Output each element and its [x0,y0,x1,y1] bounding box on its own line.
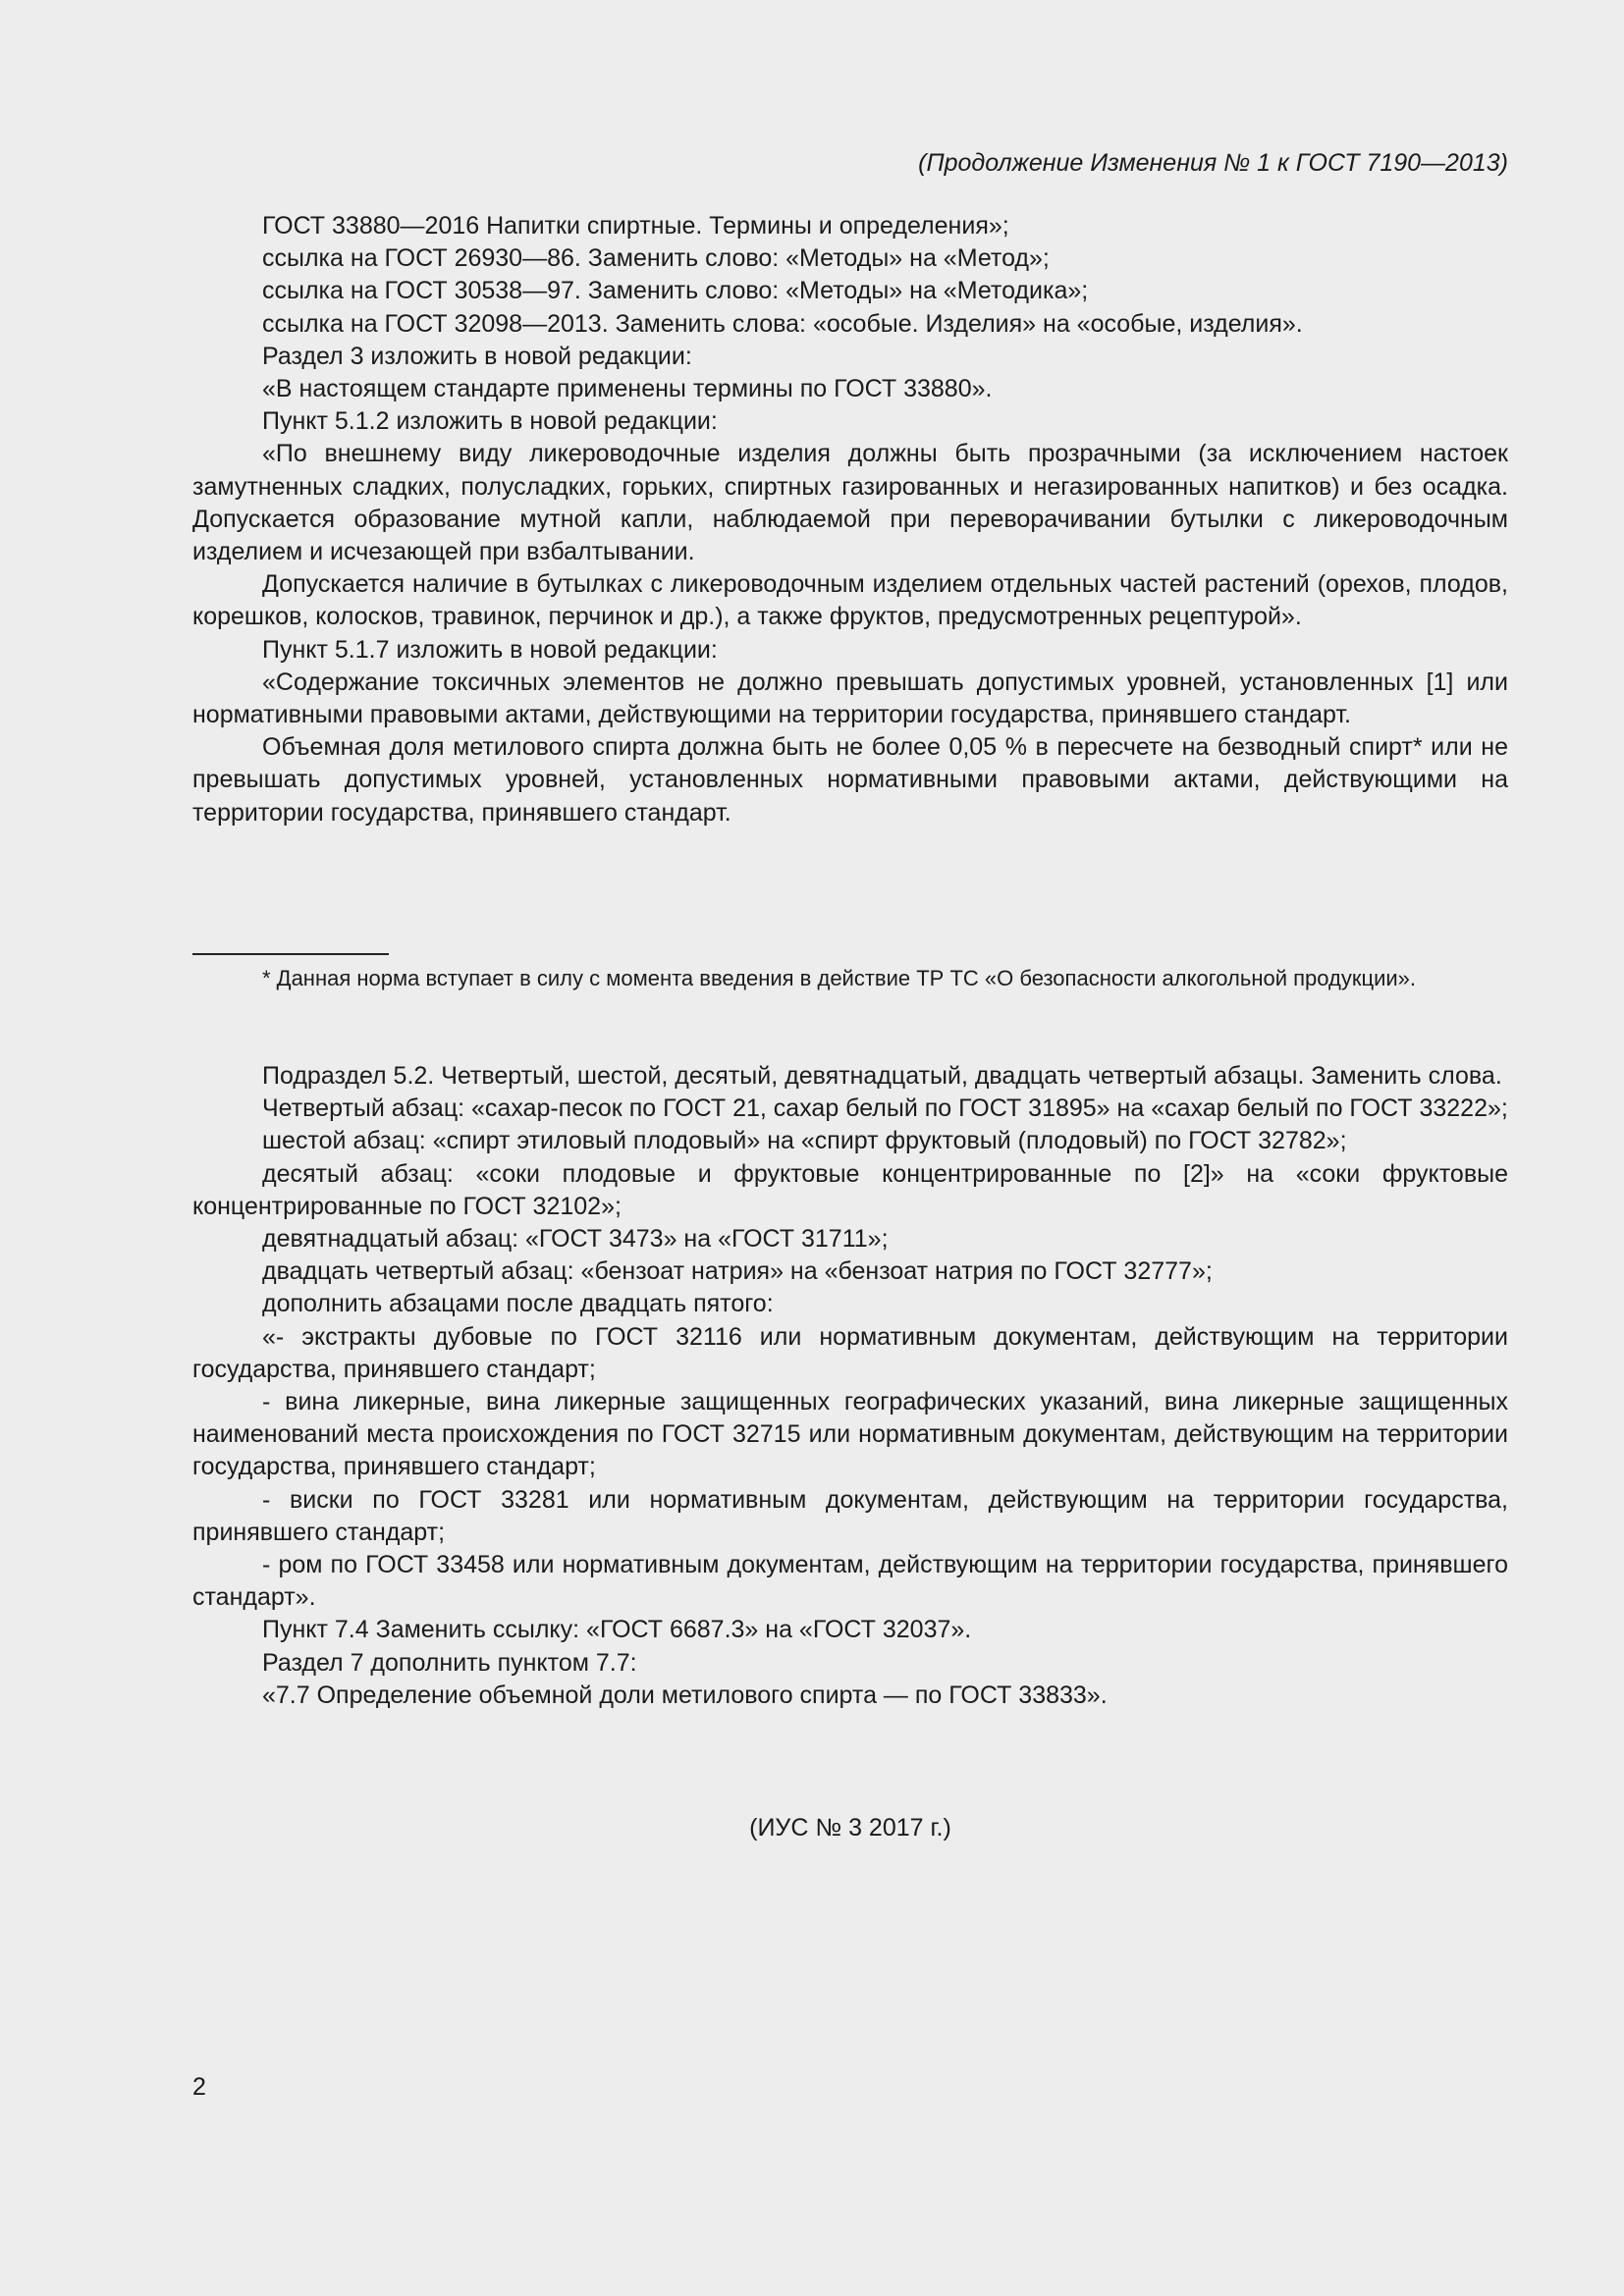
footnote [192,964,1508,993]
paragraph: двадцать четвертый абзац: «бензоат натрия» на «бензоат натрия по ГОСТ 32777»; [262,1257,1213,1286]
amendment-text-bottom [192,1060,1508,1712]
footnote-separator [192,953,389,955]
footnote-text: * Данная норма вступает в силу с момента введения в действие ТР ТС «О безопасности алкогольной продукции». [262,966,1417,990]
paragraph: Объемная доля метилового спирта должна быть не более 0,05 % в пересчете на безводный спирт* или не превышать допустимых уровней, установленных нормативными правовыми актами, действующими на территории государства, принявшего стандарт. [192,733,1508,827]
paragraph: «7.7 Определение объемной доли метилового спирта — по ГОСТ 33833». [262,1681,1108,1709]
paragraph: ссылка на ГОСТ 26930—86. Заменить слово: «Методы» на «Метод»; [262,244,1050,273]
paragraph: шестой абзац: «спирт этиловый плодовый» на «спирт фруктовый (плодовый) по ГОСТ 32782»; [262,1127,1347,1155]
paragraph: - виски по ГОСТ 33281 или нормативным документам, действующим на территории государства, принявшего стандарт; [192,1485,1508,1546]
paragraph: ссылка на ГОСТ 32098—2013. Заменить слова: «особые. Изделия» на «особые, изделия». [262,309,1303,338]
paragraph: «- экстракты дубовые по ГОСТ 32116 или нормативным документам, действующим на территории государства, принявшего стандарт; [192,1322,1508,1383]
paragraph: Пункт 5.1.2 изложить в новой редакции: [262,407,718,436]
paragraph: Допускается наличие в бутылках с ликероводочным изделием отдельных частей растений (орехов, плодов, корешков, колосков, травинок, перчинок и др.), а также фруктов, предусмотренных рецептурой». [192,570,1508,631]
paragraph: ссылка на ГОСТ 30538—97. Заменить слово: «Методы» на «Методика»; [262,277,1089,305]
paragraph: - ром по ГОСТ 33458 или нормативным документам, действующим на территории государства, принявшего стандарт». [192,1551,1508,1612]
paragraph: девятнадцатый абзац: «ГОСТ 3473» на «ГОСТ 31711»; [262,1225,889,1254]
paragraph: «В настоящем стандарте применены термины по ГОСТ 33880». [262,375,993,403]
paragraph: Раздел 3 изложить в новой редакции: [262,342,692,370]
paragraph: дополнить абзацами после двадцать пятого: [262,1290,774,1318]
amendment-text-top [192,210,1508,829]
paragraph: Пункт 7.4 Заменить ссылку: «ГОСТ 6687.3» на «ГОСТ 32037». [262,1616,972,1644]
paragraph: Четвертый абзац: «сахар-песок по ГОСТ 21, сахар белый по ГОСТ 31895» на «сахар белый по ГОСТ 33222»; [262,1095,1508,1123]
paragraph: «Содержание токсичных элементов не должно превышать допустимых уровней, установленных [1] или нормативными правовыми актами, действующими на территории государства, принявшего стандарт. [192,667,1508,729]
paragraph: Раздел 7 дополнить пунктом 7.7: [262,1648,637,1677]
paragraph: «По внешнему виду ликероводочные изделия должны быть прозрачными (за исключением настоек замутненных сладких, полусладких, горьких, спиртных газированных и негазированных напитков) и без осадка. Допускается образование мутной капли, наблюдаемой при переворачивании бутылки с ликероводочным изделием и исчезающей при взбалтывании. [192,440,1508,566]
paragraph: - вина ликерные, вина ликерные защищенных географических указаний, вина ликерные защищенных наименований места происхождения по ГОСТ 32715 или нормативным документам, действующим на территории государства, принявшего стандарт; [192,1388,1508,1481]
paragraph: ГОСТ 33880—2016 Напитки спиртные. Термины и определения»; [262,212,1009,240]
ius-reference: (ИУС № 3 2017 г.) [749,1814,951,1842]
paragraph: десятый абзац: «соки плодовые и фруктовые концентрированные по [2]» на «соки фруктовые концентрированные по ГОСТ 32102»; [192,1159,1508,1220]
paragraph: Пункт 5.1.7 изложить в новой редакции: [262,635,718,664]
paragraph: Подраздел 5.2. Четвертый, шестой, десятый, девятнадцатый, двадцать четвертый абзацы. Заменить слова. [262,1062,1502,1090]
page-number: 2 [192,2073,206,2101]
running-header: (Продолжение Изменения № 1 к ГОСТ 7190—2013) [918,149,1508,177]
